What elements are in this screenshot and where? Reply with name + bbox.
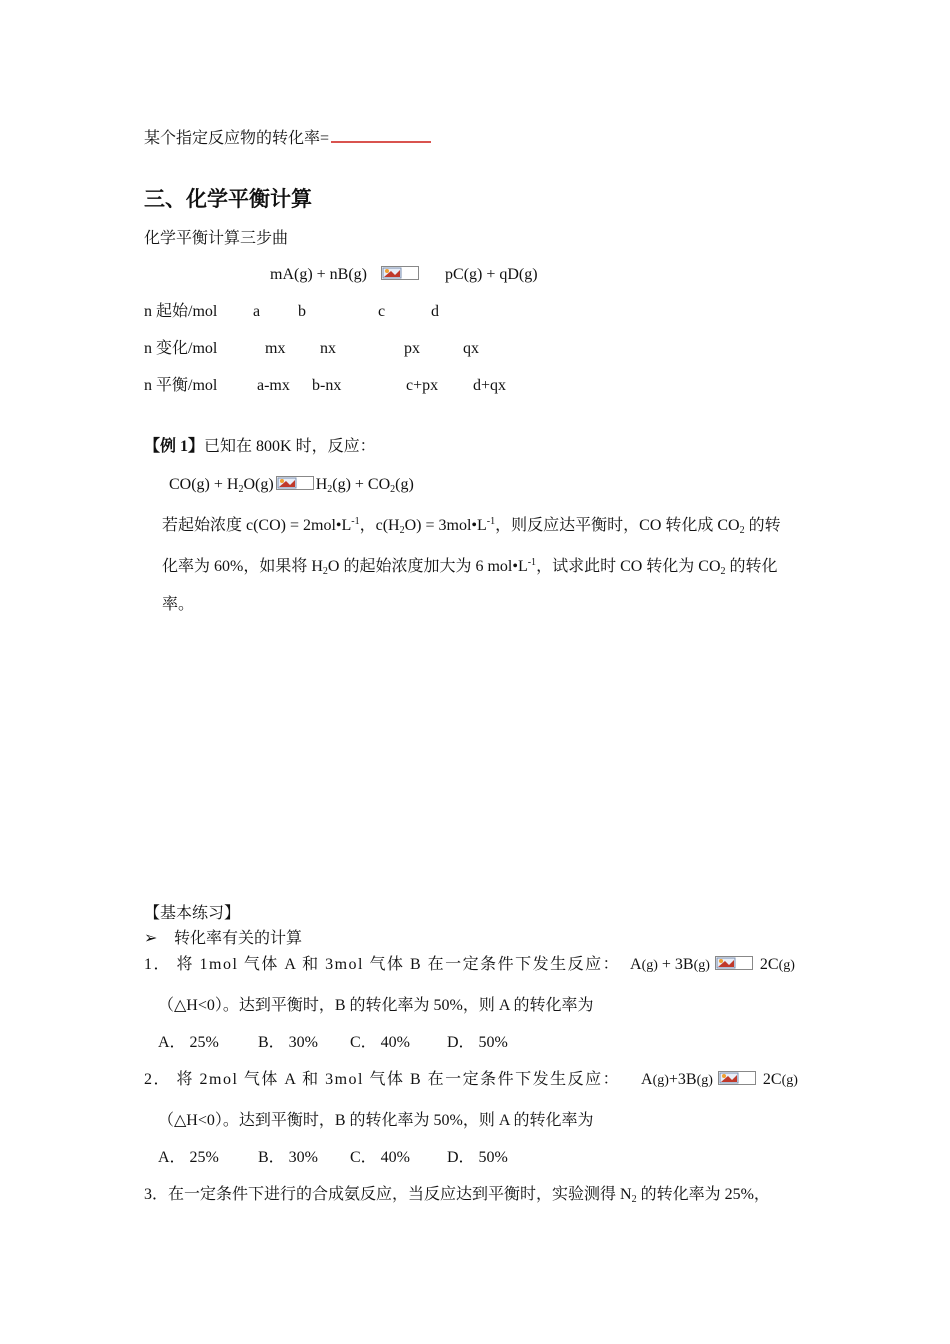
text: + 3B	[657, 956, 694, 973]
cell: mx	[265, 340, 286, 357]
example-line-2	[162, 553, 778, 582]
text: 在一定条件下进行的合成氨反应，当反应达到平衡时，实验测得 N	[168, 1186, 632, 1203]
question-number: 1．	[144, 956, 172, 973]
question-1-options	[158, 1033, 508, 1053]
subscript: 2	[399, 525, 405, 536]
text: (g)	[652, 1073, 669, 1088]
example-heading	[144, 437, 376, 457]
text: (g) + CO	[332, 476, 391, 493]
text: O(g)	[243, 476, 274, 493]
example-tag: 【例 1】	[144, 438, 205, 455]
equation-left: mA(g) + nB(g)	[270, 266, 368, 283]
question-number: 3．	[144, 1186, 169, 1203]
option-c[interactable]: C． 40%	[350, 1149, 411, 1166]
text: 的转化	[725, 558, 778, 575]
text: A	[630, 956, 642, 973]
cell: nx	[320, 340, 336, 357]
cell: c	[378, 303, 386, 320]
cell: c+px	[406, 377, 439, 394]
text: 若起始浓度 c(CO) = 2mol•L	[162, 517, 352, 534]
text: A	[641, 1071, 653, 1088]
text: CO(g) + H	[169, 476, 239, 493]
text: (g)	[395, 476, 414, 493]
text: 2C	[759, 956, 779, 973]
subscript: 2	[327, 484, 333, 495]
equilibrium-arrow-icon	[715, 956, 753, 970]
text: O) = 3mol•L	[404, 517, 487, 534]
row-label: n 起始/mol	[144, 303, 218, 320]
text: (g)	[778, 958, 795, 973]
conversion-rate-definition	[144, 127, 431, 149]
text: 的转	[744, 517, 781, 534]
question-1-line-2: （△H<0）。达到平衡时，B 的转化率为 50%，则 A 的转化率为	[158, 997, 594, 1014]
cell: px	[404, 340, 420, 357]
section-title: 三、化学平衡计算	[144, 187, 312, 211]
equilibrium-arrow-icon	[718, 1071, 756, 1085]
question-text: 将 1mol 气体 A 和 3mol 气体 B 在一定条件下发生反应：	[176, 956, 621, 973]
cell: a-mx	[257, 377, 290, 394]
superscript: -1	[486, 516, 496, 527]
arrow-bullet-icon: ➢	[144, 930, 158, 947]
answer-blank	[331, 127, 431, 143]
option-c[interactable]: C． 40%	[350, 1034, 411, 1051]
question-2	[144, 1070, 620, 1090]
text: 化率为 60%，如果将 H	[162, 558, 323, 575]
question-2-line-2: （△H<0）。达到平衡时，B 的转化率为 50%，则 A 的转化率为	[158, 1112, 594, 1129]
equation-right: pC(g) + qD(g)	[445, 266, 538, 283]
cell: d+qx	[473, 377, 507, 394]
cell: b	[298, 303, 306, 320]
cell: a	[253, 303, 261, 320]
question-1-equation	[630, 955, 795, 976]
subscript: 2	[238, 484, 244, 495]
question-text: 将 2mol 气体 A 和 3mol 气体 B 在一定条件下发生反应：	[176, 1071, 621, 1088]
section-subtitle: 化学平衡计算三步曲	[144, 230, 289, 247]
subscript: 2	[390, 484, 396, 495]
equilibrium-arrow-icon	[276, 476, 314, 490]
text: (g)	[693, 958, 710, 973]
option-a[interactable]: A． 25%	[158, 1149, 219, 1166]
question-2-equation	[641, 1070, 798, 1091]
text: 2C	[762, 1071, 782, 1088]
text: ，c(H	[359, 517, 400, 534]
definition-text: 某个指定反应物的转化率=	[144, 130, 330, 147]
example-line-1	[162, 512, 781, 541]
option-d[interactable]: D． 50%	[447, 1034, 508, 1051]
example-intro: 已知在 800K 时，反应：	[204, 438, 376, 455]
subscript: 2	[322, 566, 328, 577]
text: (g)	[641, 958, 658, 973]
question-number: 2．	[144, 1071, 172, 1088]
option-b[interactable]: B． 30%	[258, 1149, 319, 1166]
text: ，试求此时 CO 转化为 CO	[536, 558, 721, 575]
cell: d	[431, 303, 439, 320]
example-line-3: 率。	[162, 596, 195, 613]
text: +3B	[668, 1071, 697, 1088]
text: H	[315, 476, 328, 493]
option-d[interactable]: D． 50%	[447, 1149, 508, 1166]
question-1	[144, 955, 620, 975]
question-2-options	[158, 1148, 508, 1168]
general-equation	[270, 265, 538, 285]
question-3	[144, 1185, 770, 1210]
topic-text: 转化率有关的计算	[174, 930, 303, 947]
text: ，则反应达平衡时，CO 转化成 CO	[495, 517, 740, 534]
row-label: n 变化/mol	[144, 340, 218, 357]
subscript: 2	[739, 525, 745, 536]
example-equation	[169, 475, 414, 500]
superscript: -1	[351, 516, 360, 527]
text: O 的起始浓度加大为 6 mol•L	[327, 558, 528, 575]
subscript: 2	[631, 1194, 637, 1205]
cell: b-nx	[312, 377, 342, 394]
practice-topic	[144, 929, 302, 949]
option-b[interactable]: B． 30%	[258, 1034, 319, 1051]
text: (g)	[781, 1073, 798, 1088]
subscript: 2	[720, 566, 726, 577]
text: 的转化率为 25%，	[636, 1186, 770, 1203]
row-label: n 平衡/mol	[144, 377, 218, 394]
superscript: -1	[527, 557, 537, 568]
practice-title: 【基本练习】	[144, 905, 241, 922]
equilibrium-arrow-icon	[381, 266, 419, 280]
option-a[interactable]: A． 25%	[158, 1034, 219, 1051]
text: (g)	[696, 1073, 713, 1088]
cell: qx	[463, 340, 479, 357]
